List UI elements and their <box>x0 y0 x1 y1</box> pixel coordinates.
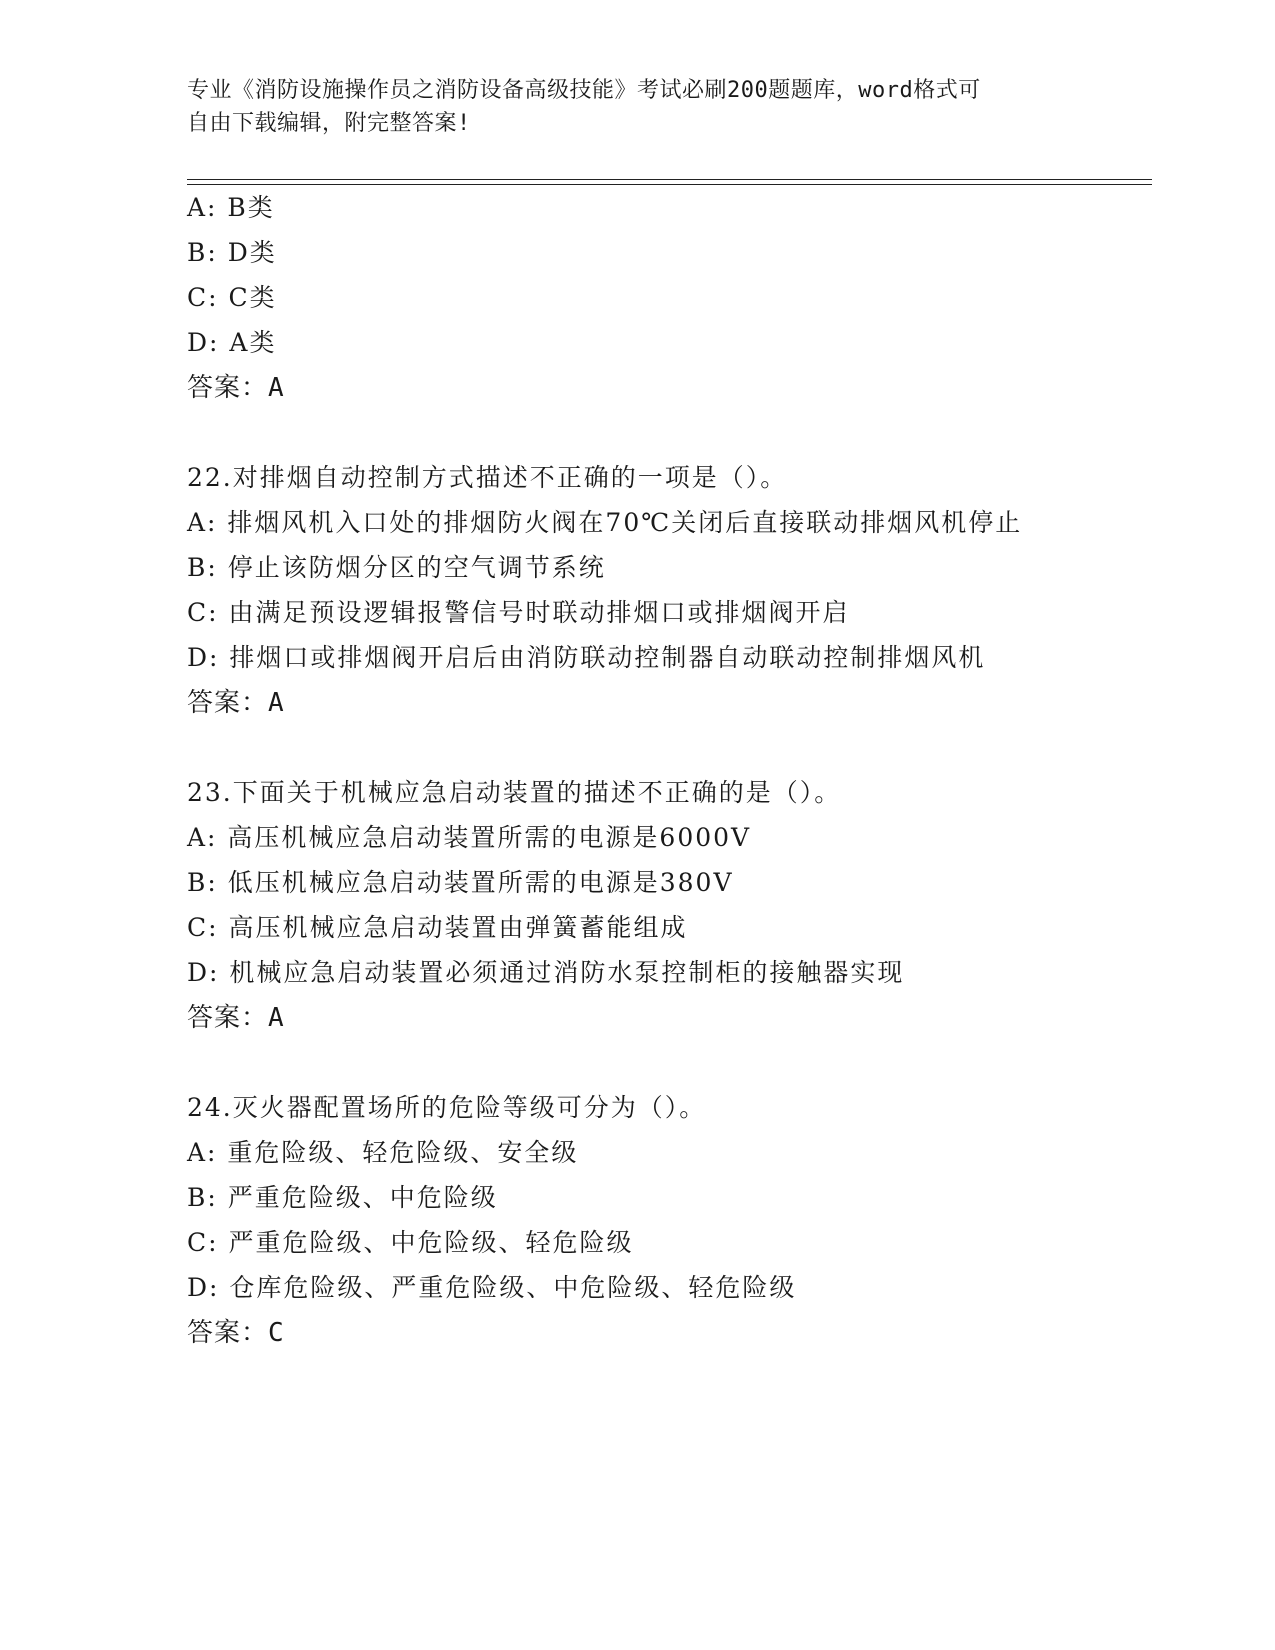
option-a: A: B类 <box>187 193 275 222</box>
header-divider-top <box>187 179 1152 180</box>
option-d: D: 机械应急启动装置必须通过消防水泵控制柜的接触器实现 <box>187 958 905 987</box>
option-b: B: 停止该防烟分区的空气调节系统 <box>187 553 606 582</box>
option-b: B: 低压机械应急启动装置所需的电源是380V <box>187 868 734 897</box>
question-stem: 22.对排烟自动控制方式描述不正确的一项是（）。 <box>187 463 788 492</box>
answer-value: C <box>268 1318 285 1348</box>
option-c: C: 由满足预设逻辑报警信号时联动排烟口或排烟阀开启 <box>187 598 850 627</box>
answer-value: A <box>268 373 285 403</box>
option-d: D: 排烟口或排烟阀开启后由消防联动控制器自动联动控制排烟风机 <box>187 643 986 672</box>
answer-label: 答案： <box>187 373 269 403</box>
answer <box>187 1003 285 1033</box>
option-c: C: 严重危险级、中危险级、轻危险级 <box>187 1228 634 1257</box>
answer-label: 答案： <box>187 1318 269 1348</box>
header-line-2: 自由下载编辑，附完整答案! <box>187 111 471 136</box>
option-a: A: 高压机械应急启动装置所需的电源是6000V <box>187 823 752 852</box>
question-stem: 23.下面关于机械应急启动装置的描述不正确的是（）。 <box>187 778 842 807</box>
answer-label: 答案： <box>187 1003 269 1033</box>
answer-value: A <box>268 688 285 718</box>
answer-label: 答案： <box>187 688 269 718</box>
document-header <box>187 74 1067 140</box>
option-b: B: D类 <box>187 238 277 267</box>
option-a: A: 重危险级、轻危险级、安全级 <box>187 1138 579 1167</box>
header-line-1: 专业《消防设施操作员之消防设备高级技能》考试必刷200题题库，word格式可 <box>187 78 981 103</box>
question-stem: 24.灭火器配置场所的危险等级可分为（）。 <box>187 1093 707 1122</box>
answer <box>187 1318 285 1348</box>
answer <box>187 373 285 403</box>
option-c: C: 高压机械应急启动装置由弹簧蓄能组成 <box>187 913 688 942</box>
answer-value: A <box>268 1003 285 1033</box>
option-d: D: A类 <box>187 328 277 357</box>
option-d: D: 仓库危险级、严重危险级、中危险级、轻危险级 <box>187 1273 797 1302</box>
option-a: A: 排烟风机入口处的排烟防火阀在70℃关闭后直接联动排烟风机停止 <box>187 508 1023 537</box>
option-b: B: 严重危险级、中危险级 <box>187 1183 498 1212</box>
answer <box>187 688 285 718</box>
option-c: C: C类 <box>187 283 277 312</box>
header-divider-bottom <box>187 184 1152 185</box>
